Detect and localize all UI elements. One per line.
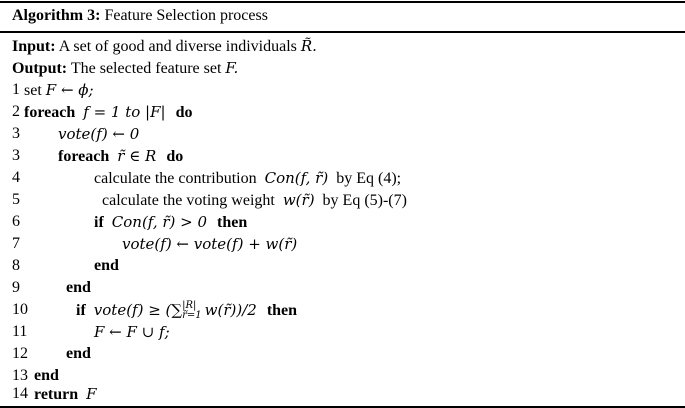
line-keyword: if [76, 302, 86, 319]
line-number: 4 [12, 169, 20, 186]
line-math: f = 1 to |F| [83, 103, 166, 121]
line-text-after: by Eq (5)-(7) [322, 192, 407, 209]
line-number: 3 [12, 147, 20, 164]
line-number: 5 [12, 191, 20, 208]
line-keyword: if [94, 214, 104, 231]
line-number: 7 [12, 235, 20, 252]
algorithm-title-label: Algorithm 3: [12, 7, 101, 24]
line-text: set [24, 82, 42, 99]
line-keyword-end: then [266, 302, 298, 319]
line-math: F ← F ∪ f; [94, 323, 170, 341]
input-math: R̃. [300, 37, 317, 55]
line-keyword-end: do [175, 104, 193, 121]
line-keyword: foreach [24, 104, 76, 121]
line-math: F ← ϕ; [45, 81, 94, 99]
line-math: r̃ ∈ R [117, 147, 157, 165]
line-keyword: end [94, 257, 119, 274]
line-math-cont: w(r̃))/2 [204, 301, 257, 319]
line-number: 2 [12, 103, 20, 120]
sum-lower-limit: r̃=1 [182, 310, 202, 322]
line-number: 6 [12, 213, 20, 230]
algorithm-title-text: Feature Selection process [104, 7, 268, 24]
line-number: 1 [12, 81, 20, 98]
line-keyword: end [34, 367, 59, 384]
line-number: 12 [12, 345, 28, 362]
line-math: vote(f) ≥ (∑ [93, 301, 183, 319]
line-number: 14 [12, 385, 28, 402]
output-label: Output: [12, 60, 68, 77]
line-math: vote(f) ← vote(f) + w(r̃) [122, 235, 298, 253]
sum-upper-limit: |R| [182, 300, 197, 312]
line-number: 11 [12, 323, 28, 340]
input-text: A set of good and diverse individuals [58, 38, 297, 55]
line-number: 9 [12, 279, 20, 296]
line-number: 13 [12, 367, 28, 384]
line-keyword: end [66, 279, 91, 296]
line-math: vote(f) ← 0 [58, 125, 140, 143]
input-label: Input: [12, 38, 56, 55]
line-number: 8 [12, 257, 20, 274]
line-math: Con(f, r̃) > 0 [111, 213, 208, 231]
line-text-after: by Eq (4); [336, 170, 402, 187]
output-text: The selected feature set [70, 60, 222, 77]
line-keyword: return [34, 386, 79, 403]
top-rule [0, 1, 685, 3]
line-text: calculate the contribution [94, 170, 257, 187]
line-keyword-end: do [166, 148, 184, 165]
line-math: Con(f, r̃) [264, 169, 329, 187]
line-keyword: foreach [58, 148, 110, 165]
line-keyword: end [66, 345, 91, 362]
header-rule [0, 31, 685, 33]
line-keyword-end: then [217, 214, 248, 231]
line-number: 10 [12, 301, 28, 318]
line-text: calculate the voting weight [102, 192, 275, 209]
line-math: w(r̃) [282, 191, 315, 209]
line-number: 3 [12, 125, 20, 142]
line-math: F [86, 385, 97, 403]
output-math: F. [225, 59, 239, 77]
